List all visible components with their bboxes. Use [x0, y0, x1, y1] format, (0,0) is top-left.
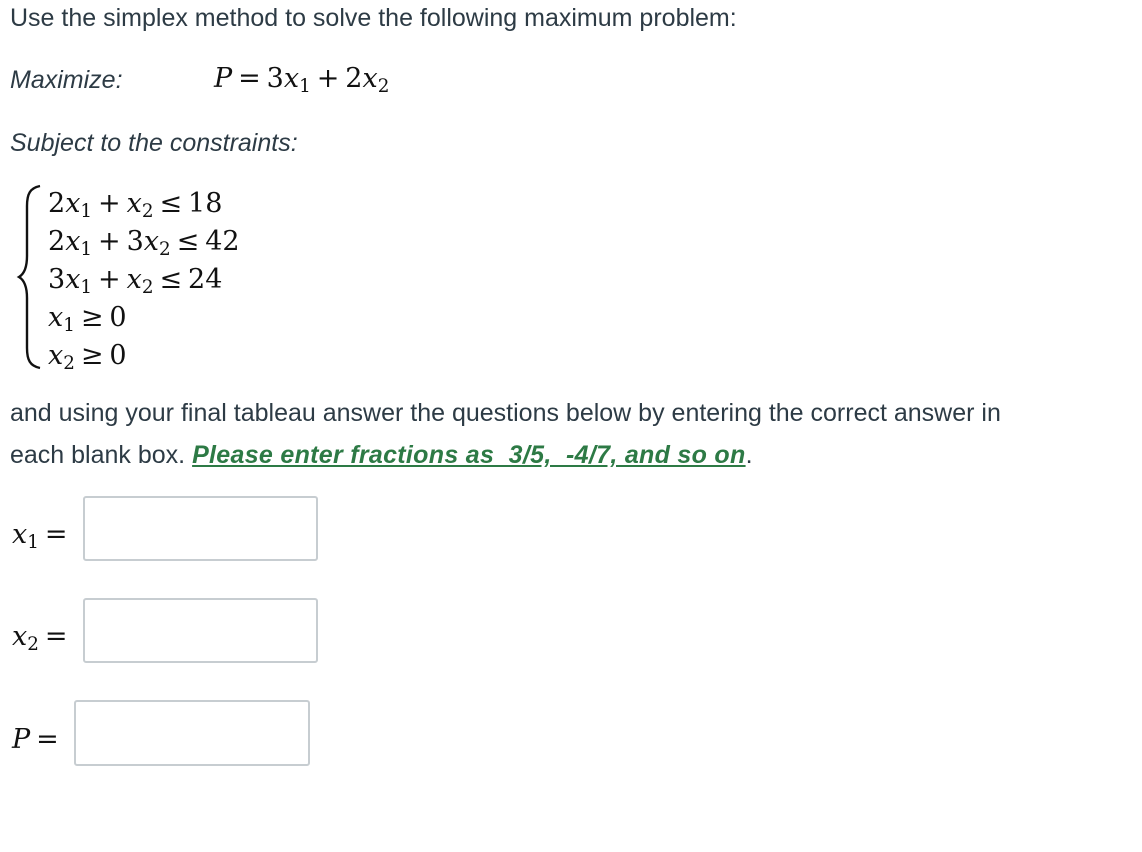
constraint-sub: 2: [63, 353, 75, 375]
constraint-sub: 1: [63, 315, 75, 337]
answer-var: P: [12, 724, 31, 755]
constraint-rhs: 18: [188, 188, 223, 219]
constraint-coef: 2: [48, 188, 66, 219]
answer-var: x: [12, 519, 28, 550]
objective-lhs: P: [214, 63, 233, 94]
instruction-prefix: each blank box.: [10, 441, 193, 469]
constraint-var: x: [126, 188, 142, 219]
x1-answer-input[interactable]: [83, 496, 318, 561]
constraint-sub: 2: [159, 239, 171, 261]
constraint-relation: ≥: [80, 302, 104, 333]
objective-coef-2: 2: [345, 63, 363, 94]
question-intro: Use the simplex method to solve the following maximum problem:: [10, 4, 737, 32]
answer-label-x2: [12, 621, 73, 656]
constraint-sub: 1: [80, 277, 93, 299]
constraint-row-1: [48, 185, 240, 223]
constraint-sub: 1: [80, 239, 93, 261]
objective-coef-1: 3: [266, 63, 284, 94]
constraint-sub: 2: [141, 201, 154, 223]
constraint-var: x: [48, 302, 64, 333]
answer-label-p: [12, 724, 65, 755]
objective-plus: +: [316, 63, 340, 94]
objective-sub-1: 1: [299, 76, 311, 98]
constraint-op: +: [98, 226, 121, 257]
answer-sub: 1: [27, 532, 39, 554]
constraint-var: x: [48, 340, 64, 371]
equals-sign: =: [44, 621, 68, 652]
constraint-coef: 2: [48, 226, 66, 257]
fraction-format-note: Please enter fractions as 3/5, -4/7, and so on: [192, 441, 746, 469]
objective-sub-2: 2: [377, 76, 390, 98]
constraint-coef: 3: [126, 226, 144, 257]
objective-var-1: x: [283, 63, 300, 94]
p-answer-input[interactable]: [74, 700, 310, 766]
constraint-sub: 2: [141, 277, 154, 299]
answer-label-x1: [12, 519, 73, 554]
constraint-op: +: [98, 264, 121, 295]
constraint-var: x: [65, 188, 81, 219]
constraint-var: x: [65, 264, 81, 295]
answer-var: x: [12, 621, 28, 652]
x2-answer-input[interactable]: [83, 598, 318, 663]
constraints-label: Subject to the constraints:: [10, 129, 298, 157]
objective-function: $P = 3x_1 + 2x_2$: [214, 63, 390, 98]
constraint-rhs: 0: [109, 340, 127, 371]
answer-sub: 2: [27, 634, 39, 656]
instruction-line-1: and using your final tableau answer the questions below by entering the correct answer in: [10, 399, 1001, 427]
constraint-rhs: 42: [205, 226, 240, 257]
instruction-suffix: .: [745, 441, 753, 469]
constraint-var: x: [65, 226, 81, 257]
constraint-row-2: [48, 223, 240, 261]
constraint-rhs: 24: [188, 264, 223, 295]
constraint-row-5: [48, 337, 240, 375]
constraint-row-3: [48, 261, 240, 299]
equals-sign: =: [36, 724, 59, 755]
constraint-op: +: [98, 188, 121, 219]
constraint-rhs: 0: [109, 302, 127, 333]
constraint-var: x: [126, 264, 142, 295]
instruction-line-2: [10, 441, 753, 470]
constraints-system: [48, 185, 240, 375]
maximize-label: Maximize:: [10, 66, 123, 94]
constraint-var: x: [143, 226, 160, 257]
system-brace: [16, 184, 44, 370]
constraint-relation: ≤: [176, 226, 200, 257]
equals-sign: =: [44, 519, 68, 550]
constraint-relation: ≥: [80, 340, 104, 371]
constraint-sub: 1: [80, 201, 93, 223]
constraint-row-4: [48, 299, 240, 337]
constraint-relation: ≤: [159, 264, 183, 295]
objective-var-2: x: [362, 63, 378, 94]
constraint-coef: 3: [48, 264, 66, 295]
constraint-relation: ≤: [159, 188, 183, 219]
